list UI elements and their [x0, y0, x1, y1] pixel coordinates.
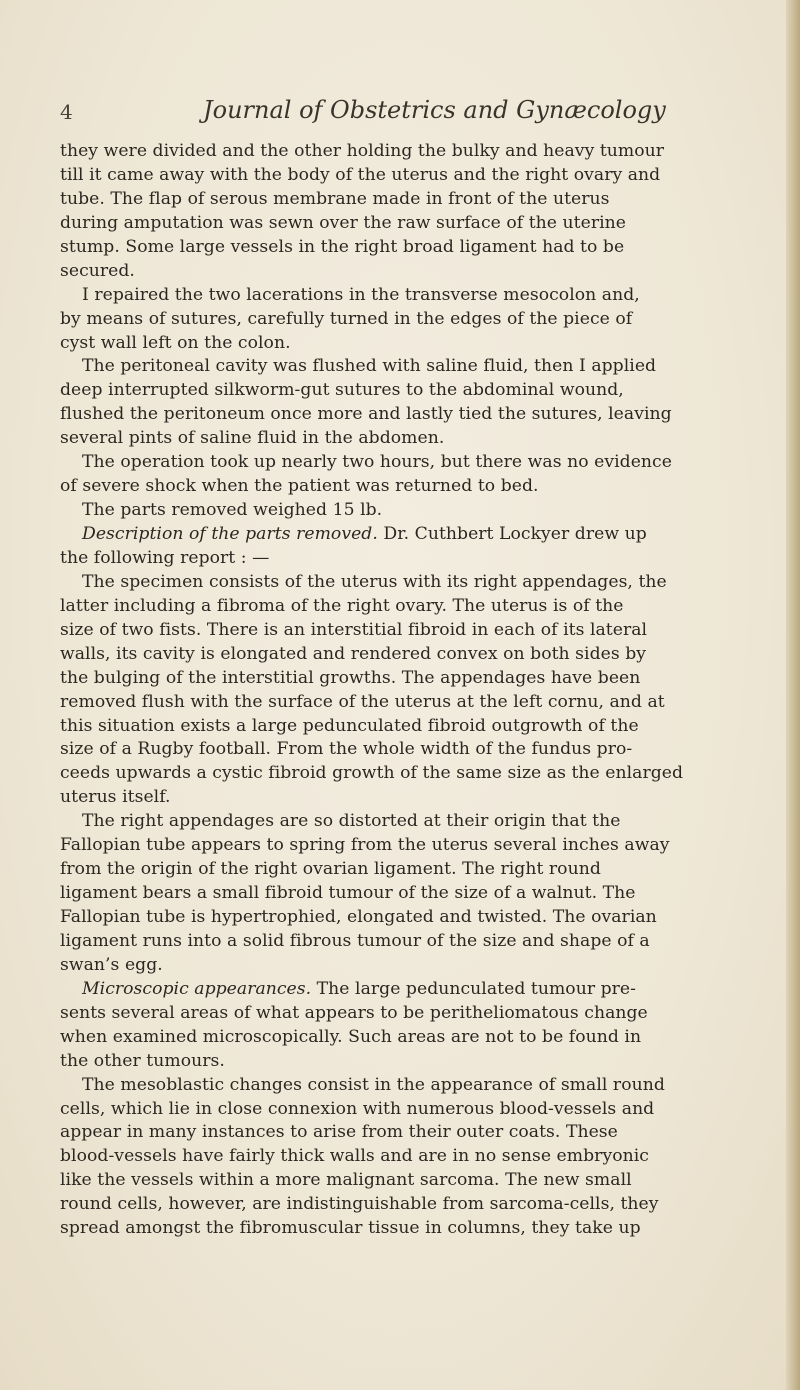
text-line [60, 355, 740, 379]
text-line [60, 1145, 740, 1169]
text-line [60, 403, 740, 427]
running-head [60, 96, 740, 132]
text-line [60, 332, 740, 356]
line-text: size of two fists. There is an interstitial fibroid in each of its lateral [60, 619, 648, 640]
line-text: The mesoblastic changes consist in the appearance of small round [82, 1074, 665, 1095]
line-text: during amputation was sewn over the raw surface of the uterine [60, 212, 626, 233]
line-text: appear in many instances to arise from their outer coats. These [60, 1122, 618, 1143]
text-line [60, 571, 740, 595]
text-line [60, 619, 740, 643]
line-text: till it came away with the body of the uterus and the right ovary and [60, 164, 661, 185]
line-text: The specimen consists of the uterus with its right appendages, the [82, 571, 667, 592]
text-line [60, 1050, 740, 1074]
line-text: ceeds upwards a cystic fibroid growth of the same size as the enlarged [60, 763, 684, 784]
text-line [60, 499, 740, 523]
text-line [60, 595, 740, 619]
body-text [60, 140, 740, 1241]
text-line [60, 691, 740, 715]
line-text: when examined microscopically. Such areas are not to be found in [60, 1026, 642, 1047]
line-text: secured. [60, 260, 135, 281]
line-text: Fallopian tube is hypertrophied, elongated and twisted. The ovarian [60, 907, 657, 927]
text-line [60, 1193, 740, 1217]
text-line [60, 1217, 740, 1241]
line-text: uterus itself. [60, 787, 171, 808]
line-text: walls, its cavity is elongated and rendered convex on both sides by [60, 643, 647, 664]
line-text: The parts removed weighed 15 lb. [82, 500, 383, 521]
text-line [60, 379, 740, 403]
line-text: Dr. Cuthbert Lockyer drew up [377, 524, 647, 544]
line-text: removed flush with the surface of the uterus at the left cornu, and at [60, 691, 665, 712]
text-line [60, 882, 740, 906]
line-text: flushed the peritoneum once more and lastly tied the sutures, leaving [60, 404, 672, 425]
text-line [60, 858, 740, 882]
line-text: stump. Some large vessels in the right broad ligament had to be [60, 236, 625, 257]
text-line [60, 547, 740, 571]
text-line [60, 140, 740, 164]
line-text: they were divided and the other holding the bulky and heavy tumour [60, 141, 665, 161]
text-line [60, 1002, 740, 1026]
line-text: size of a Rugby football. From the whole width of the fundus pro- [60, 739, 633, 760]
text-line [60, 762, 740, 786]
text-line [60, 738, 740, 762]
text-line [60, 212, 740, 236]
line-text: deep interrupted silkworm-gut sutures to the abdominal wound, [60, 380, 624, 401]
line-text: The operation took up nearly two hours, but there was no evidence [82, 452, 672, 473]
text-line [60, 930, 740, 954]
line-text: the bulging of the interstitial growths. The appendages have been [60, 667, 641, 688]
text-line [60, 1169, 740, 1193]
text-line [60, 1026, 740, 1050]
italic-heading: Microscopic appearances. [82, 978, 312, 999]
line-text: Fallopian tube appears to spring from the uterus several inches away [60, 835, 670, 856]
line-text: round cells, however, are indistinguishable from sarcoma-cells, they [60, 1194, 659, 1215]
text-line [60, 308, 740, 332]
line-text: I repaired the two lacerations in the transverse mesocolon and, [82, 284, 640, 305]
line-text: latter including a fibroma of the right ovary. The uterus is of the [60, 595, 624, 616]
text-line [60, 475, 740, 499]
line-text: The peritoneal cavity was flushed with saline fluid, then I applied [82, 356, 657, 377]
line-text: like the vessels within a more malignant sarcoma. The new small [60, 1170, 632, 1191]
line-text: from the origin of the right ovarian ligament. The right round [60, 859, 601, 880]
text-line [60, 236, 740, 260]
line-text: cyst wall left on the colon. [60, 332, 291, 353]
text-line [60, 978, 740, 1002]
page-edge-shadow [786, 0, 800, 1390]
line-text: The right appendages are so distorted at their origin that the [82, 811, 621, 832]
italic-heading: Description of the parts removed. [82, 524, 378, 544]
text-line [60, 427, 740, 451]
text-line [60, 260, 740, 284]
text-line [60, 1098, 740, 1122]
text-line [60, 667, 740, 691]
text-line [60, 164, 740, 188]
text-line [60, 906, 740, 930]
line-text: swan’s egg. [60, 954, 163, 975]
line-text: The large pedunculated tumour pre- [311, 978, 637, 999]
text-line [60, 1121, 740, 1145]
text-line [60, 523, 740, 547]
page-number: 4 [60, 100, 73, 124]
text-line [60, 786, 740, 810]
line-text: the following report : — [60, 547, 270, 568]
text-line [60, 834, 740, 858]
line-text: cells, which lie in close connexion with numerous blood-vessels and [60, 1098, 655, 1119]
line-text: ligament bears a small fibroid tumour of the size of a walnut. The [60, 883, 636, 904]
line-text: this situation exists a large pedunculated fibroid outgrowth of the [60, 715, 639, 736]
line-text: ligament runs into a solid fibrous tumour of the size and shape of a [60, 930, 650, 951]
line-text: of severe shock when the patient was returned to bed. [60, 476, 539, 497]
line-text: by means of sutures, carefully turned in the edges of the piece of [60, 308, 633, 329]
text-line [60, 188, 740, 212]
line-text: blood-vessels have fairly thick walls and are in no sense embryonic [60, 1146, 649, 1167]
line-text: tube. The flap of serous membrane made in front of the uterus [60, 188, 610, 209]
line-text: the other tumours. [60, 1050, 225, 1071]
line-text: spread amongst the fibromuscular tissue in columns, they take up [60, 1218, 641, 1239]
text-line [60, 284, 740, 308]
text-line [60, 954, 740, 978]
line-text: sents several areas of what appears to be peritheliomatous change [60, 1002, 648, 1023]
text-line [60, 1074, 740, 1098]
journal-title: Journal of Obstetrics and Gynæcology [203, 96, 666, 124]
line-text: several pints of saline fluid in the abdomen. [60, 428, 445, 449]
text-line [60, 643, 740, 667]
text-line [60, 715, 740, 739]
text-line [60, 810, 740, 834]
text-line [60, 451, 740, 475]
